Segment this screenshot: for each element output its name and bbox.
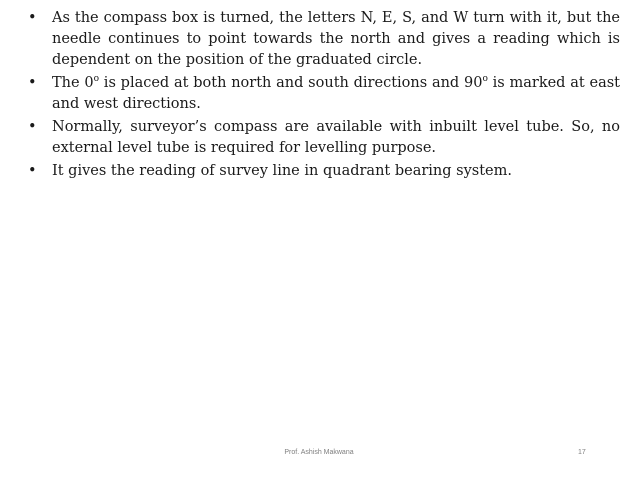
footer-author: Prof. Ashish Makwana — [284, 449, 354, 456]
bullet-text: As the compass box is turned, the letters N, E, S, and W turn with it, but the needle continues to point towards the north and gives a reading which is dependent on the position of the graduated circle. — [52, 10, 620, 68]
bullet-icon: • — [28, 75, 37, 91]
bullet-item-level-tube — [28, 117, 620, 159]
bullet-text-part1: The 0 — [52, 75, 94, 91]
bullet-icon: • — [28, 163, 37, 179]
bullet-text-part3: is marked at east and west directions. — [52, 75, 620, 112]
bullet-icon: • — [28, 10, 37, 26]
bullet-list — [28, 8, 620, 184]
bullet-item-quadrant-bearing — [28, 161, 620, 182]
bullet-icon: • — [28, 119, 37, 135]
bullet-text-part2: is placed at both north and south directions and 90 — [99, 75, 483, 91]
bullet-text: It gives the reading of survey line in quadrant bearing system. — [52, 163, 512, 179]
bullet-item-compass-box — [28, 8, 620, 71]
bullet-item-graduations — [28, 73, 620, 115]
degree-superscript: o — [93, 74, 100, 85]
degree-superscript: o — [482, 74, 488, 85]
bullet-text: Normally, surveyor’s compass are available with inbuilt level tube. So, no external level tube is required for levelling purpose. — [52, 119, 620, 156]
page-number: 17 — [578, 449, 586, 456]
